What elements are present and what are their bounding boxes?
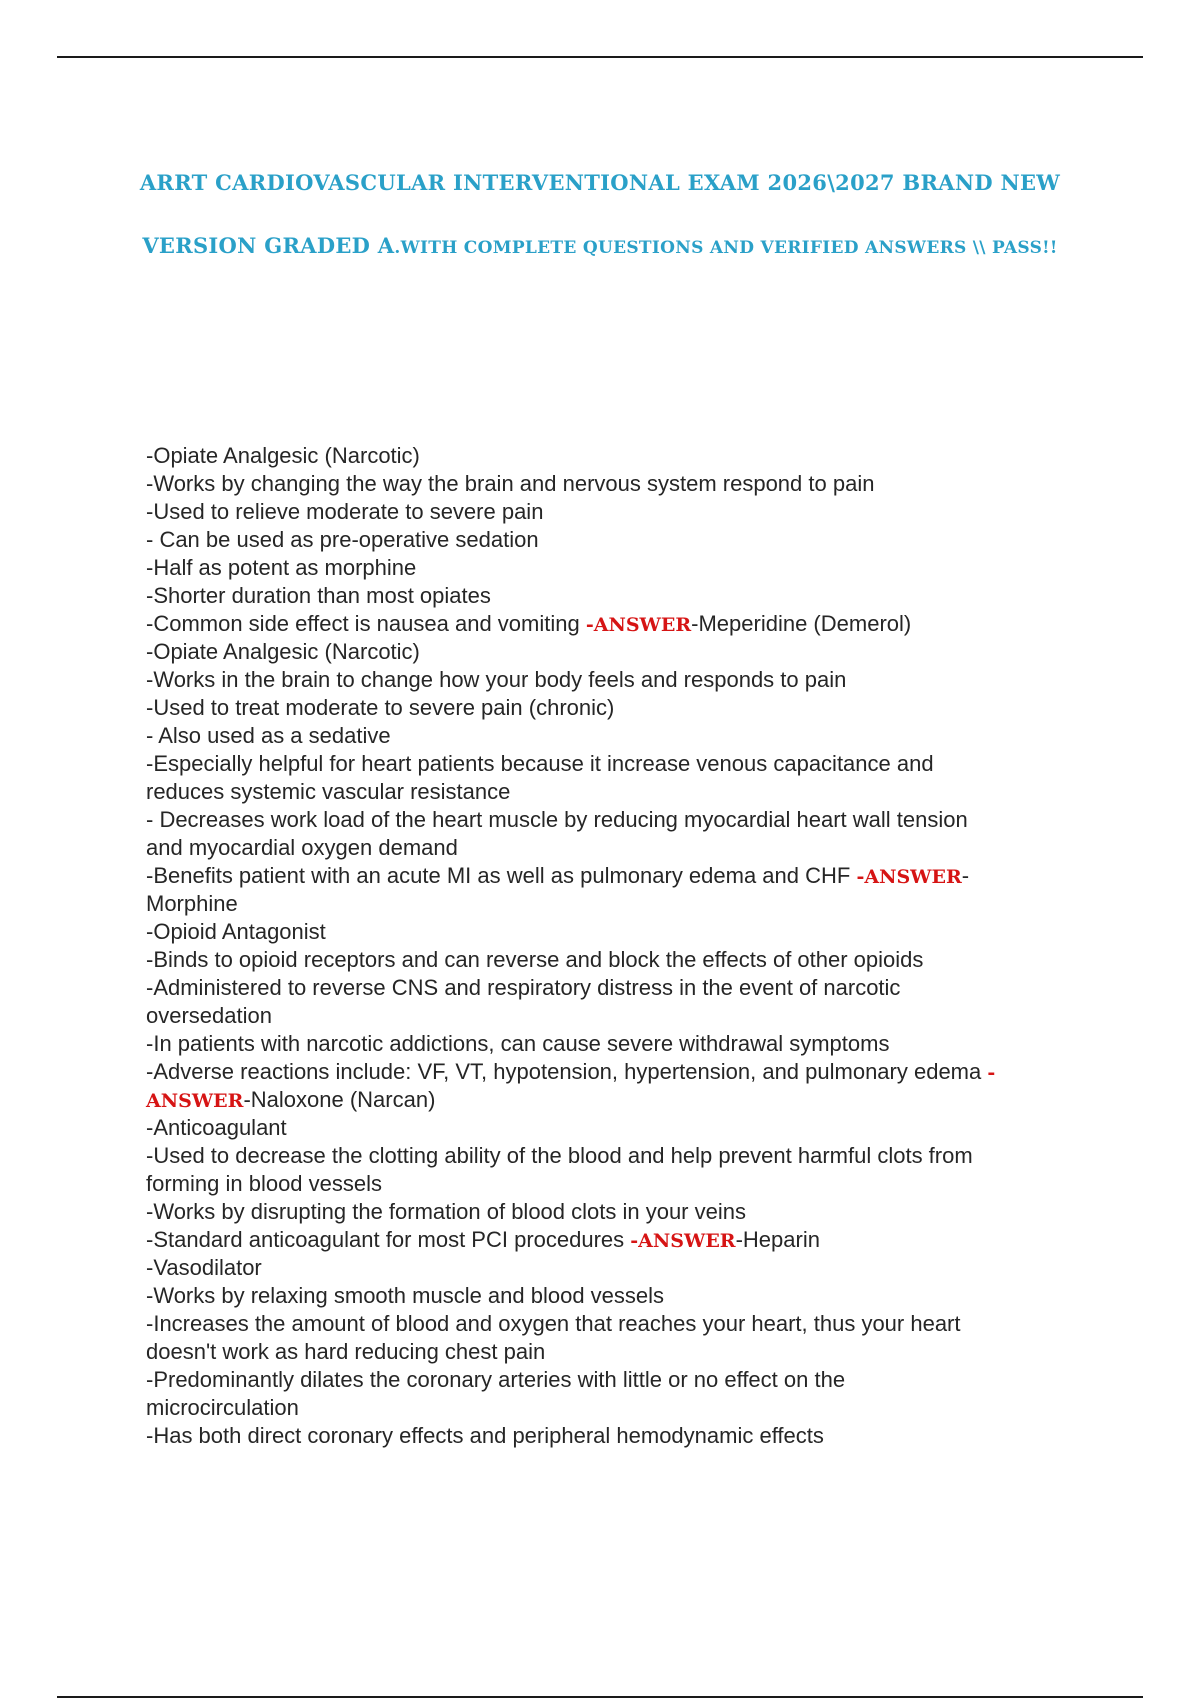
text-line: -Binds to opioid receptors and can reverse and block the effects of other opioids: [146, 947, 924, 972]
text-line: -Half as potent as morphine: [146, 555, 417, 580]
text-line: - Also used as a sedative: [146, 723, 391, 748]
top-rule: [57, 56, 1143, 58]
text-line: [146, 610, 1096, 638]
text-line: microcirculation: [146, 1395, 299, 1420]
question-text: -Benefits patient with an acute MI as well as pulmonary edema and CHF: [146, 863, 857, 888]
text-line: -Works by relaxing smooth muscle and blood vessels: [146, 1283, 665, 1308]
title-line-2: [60, 233, 1140, 258]
text-line: -In patients with narcotic addictions, can cause severe withdrawal symptoms: [146, 1031, 890, 1056]
text-line: reduces systemic vascular resistance: [146, 779, 511, 804]
answer-dash: -: [987, 1062, 996, 1084]
answer-label: -ANSWER: [585, 614, 692, 636]
text-line: [146, 862, 1096, 890]
document-title: [60, 170, 1140, 258]
text-line: -Shorter duration than most opiates: [146, 583, 491, 608]
text-line: -Used to decrease the clotting ability of the blood and help prevent harmful clots from: [146, 1143, 973, 1168]
question-text: -Adverse reactions include: VF, VT, hypotension, hypertension, and pulmonary edema: [146, 1059, 988, 1084]
answer-label: ANSWER: [146, 1090, 244, 1112]
text-line: and myocardial oxygen demand: [146, 835, 458, 860]
answer-label: -ANSWER: [630, 1230, 736, 1252]
text-line: -Has both direct coronary effects and peripheral hemodynamic effects: [146, 1423, 824, 1448]
bottom-rule: [57, 1696, 1143, 1698]
text-line: -Especially helpful for heart patients because it increase venous capacitance and: [146, 751, 934, 776]
answer-text: -Naloxone (Narcan): [243, 1087, 436, 1112]
text-line: [146, 1226, 1096, 1254]
answer-label: -ANSWER: [856, 866, 962, 888]
text-line: -Works in the brain to change how your body feels and responds to pain: [146, 667, 847, 692]
text-line: -Used to relieve moderate to severe pain: [146, 499, 544, 524]
title-line-2-main: VERSION GRADED A: [142, 233, 395, 258]
text-line: -Administered to reverse CNS and respiratory distress in the event of narcotic: [146, 975, 901, 1000]
text-line: Morphine: [146, 891, 238, 916]
answer-text: -Meperidine (Demerol): [691, 611, 912, 636]
text-line: -Predominantly dilates the coronary arteries with little or no effect on the: [146, 1367, 846, 1392]
text-line: -Used to treat moderate to severe pain (chronic): [146, 695, 615, 720]
text-line: doesn't work as hard reducing chest pain: [146, 1339, 546, 1364]
question-text: -Common side effect is nausea and vomiting: [146, 611, 586, 636]
text-line: [146, 1086, 1096, 1114]
text-line: - Decreases work load of the heart muscle by reducing myocardial heart wall tension: [146, 807, 968, 832]
answer-text: -Heparin: [735, 1227, 820, 1252]
text-line: -Anticoagulant: [146, 1115, 287, 1140]
question-answer-body: [146, 442, 1096, 1450]
title-line-2-sub: .WITH COMPLETE QUESTIONS AND VERIFIED ANSWERS \\ PASS!!: [394, 238, 1058, 258]
text-line: forming in blood vessels: [146, 1171, 383, 1196]
text-line: -Vasodilator: [146, 1255, 262, 1280]
text-line: -Opioid Antagonist: [146, 919, 326, 944]
text-line: -Works by disrupting the formation of blood clots in your veins: [146, 1199, 746, 1224]
text-line: -Works by changing the way the brain and nervous system respond to pain: [146, 471, 875, 496]
text-line: -Increases the amount of blood and oxygen that reaches your heart, thus your heart: [146, 1311, 961, 1336]
text-line: - Can be used as pre-operative sedation: [146, 527, 539, 552]
question-text: -Standard anticoagulant for most PCI procedures: [146, 1227, 631, 1252]
title-line-1: ARRT CARDIOVASCULAR INTERVENTIONAL EXAM 2026\2027 BRAND NEW: [139, 170, 1061, 195]
text-line: -Opiate Analgesic (Narcotic): [146, 443, 420, 468]
text-line: -Opiate Analgesic (Narcotic): [146, 639, 420, 664]
text-line: [146, 1058, 1096, 1086]
text-line: oversedation: [146, 1003, 272, 1028]
answer-dash: -: [961, 863, 970, 888]
